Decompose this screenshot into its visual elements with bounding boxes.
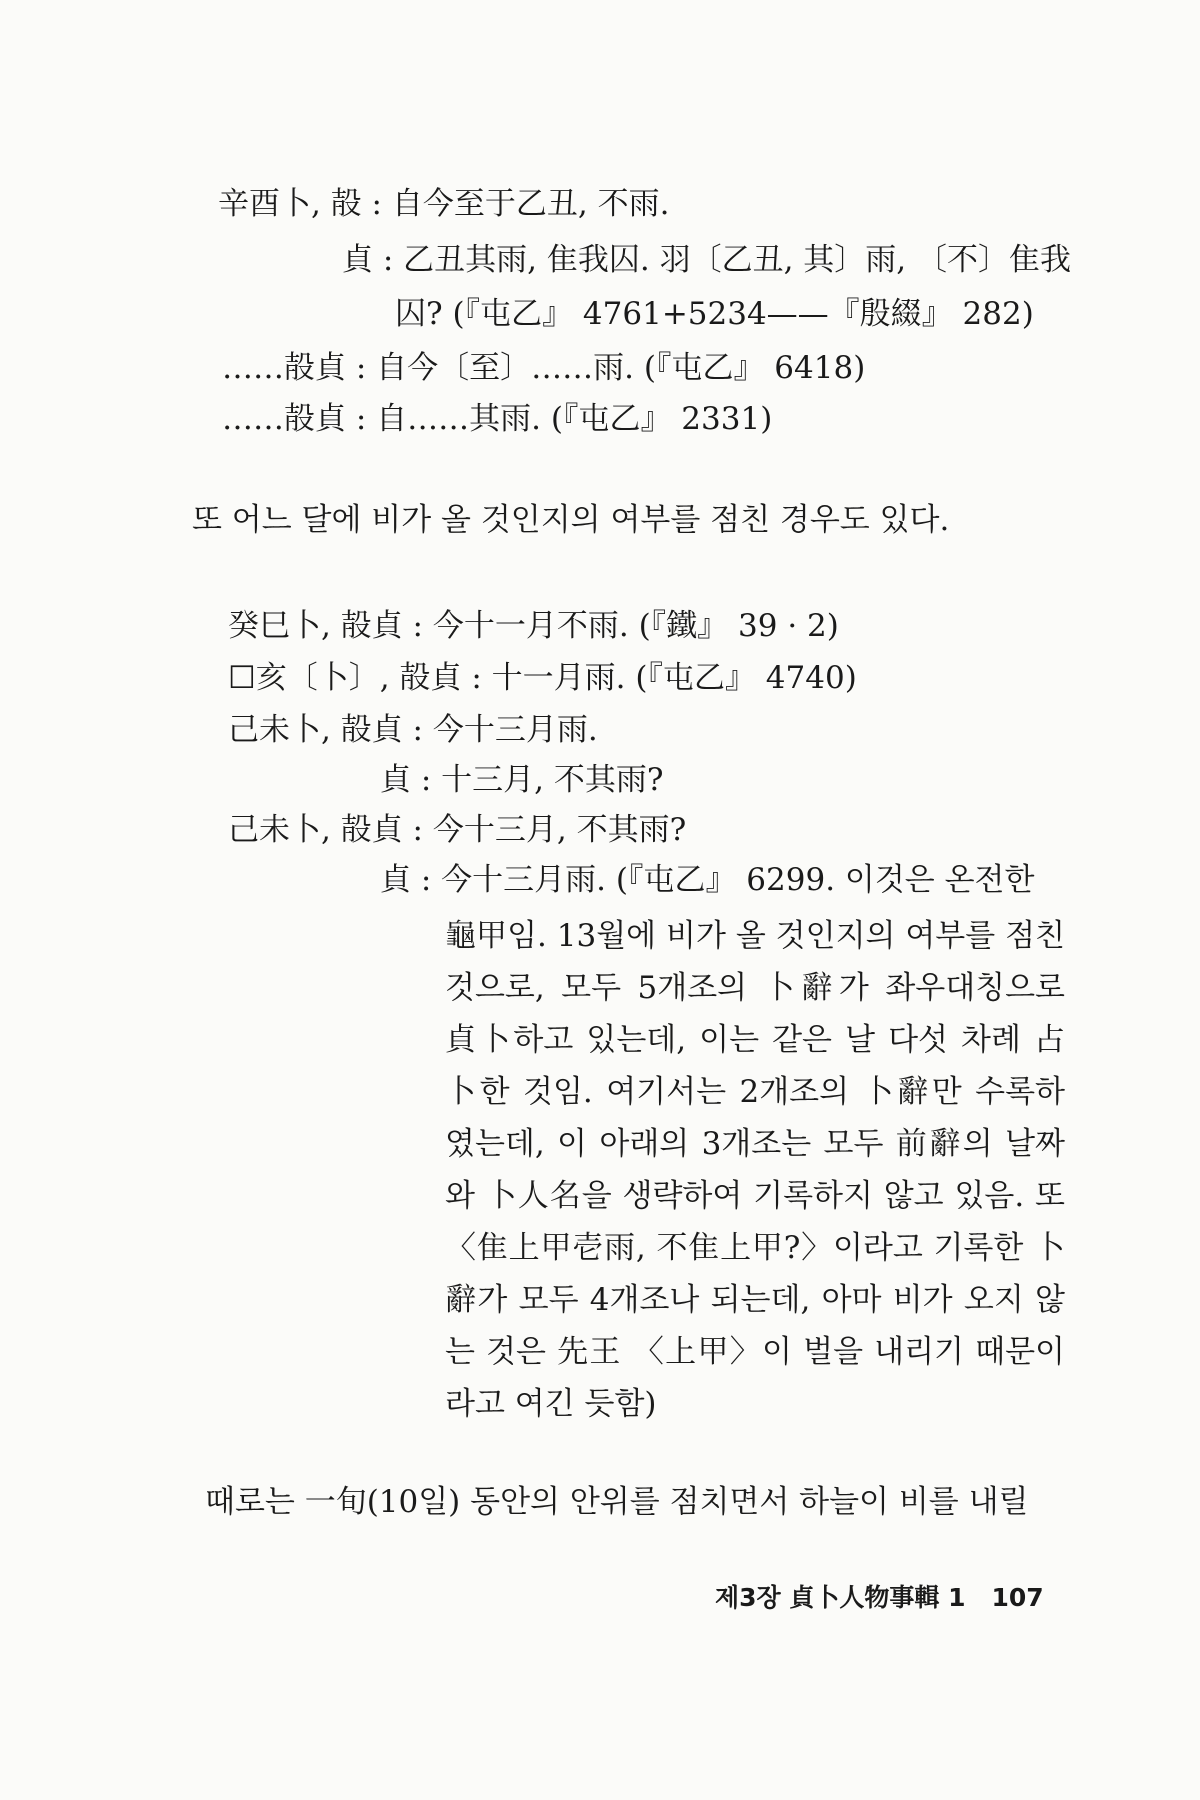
inscription-line-1: 辛酉卜, 㱿 : 自今至于乙丑, 不雨. xyxy=(218,186,670,222)
page-footer xyxy=(715,1578,1044,1614)
inscription-line-10: 己未卜, 㱿貞 : 今十三月, 不其雨? xyxy=(228,812,687,848)
inscription-line-6: 癸巳卜, 㱿貞 : 今十一月不雨. (『鐵』 39 · 2) xyxy=(228,608,839,644)
inscription-line-5: ……㱿貞 : 自……其雨. (『屯乙』 2331) xyxy=(222,401,773,437)
note-block: 龜甲임. 13월에 비가 올 것인지의 여부를 점친 것으로, 모두 5개조의 卜辭가 좌우대칭으로 貞卜하고 있는데, 이는 같은 날 다섯 차례 占卜한 것임. 여기서는 2개조의 卜辭만 수록하였는데, 이 아래의 3개조는 모두 前辭의 날짜와 卜人名을 생략하여 기록하지 않고 있음. 또 〈隹上甲壱雨, 不隹上甲?〉이라고 기록한 卜辭가 모두 4개조나 되는데, 아마 비가 오지 않는 것은 先王 〈上甲〉이 벌을 내리기 때문이라고 여긴 듯함) xyxy=(445,918,1065,1422)
inscription-line-9: 貞 : 十三月, 不其雨? xyxy=(380,762,664,798)
inscription-line-8: 己未卜, 㱿貞 : 今十三月雨. xyxy=(228,712,598,748)
inscription-line-7: ☐亥〔卜〕, 㱿貞 : 十一月雨. (『屯乙』 4740) xyxy=(228,660,857,696)
page-number: 107 xyxy=(991,1583,1044,1612)
inscription-line-11: 貞 : 今十三月雨. (『屯乙』 6299. 이것은 온전한 xyxy=(380,862,1035,898)
inscription-line-2: 貞 : 乙丑其雨, 隹我囚. 羽〔乙丑, 其〕雨, 〔不〕隹我 xyxy=(342,242,1071,278)
body-paragraph-1: 또 어느 달에 비가 올 것인지의 여부를 점친 경우도 있다. xyxy=(192,502,950,538)
footer-chapter: 제3장 貞卜人物事輯 1 xyxy=(715,1583,966,1612)
inscription-line-3: 囚? (『屯乙』 4761+5234——『殷綴』 282) xyxy=(395,296,1034,332)
inscription-line-4: ……㱿貞 : 自今〔至〕……雨. (『屯乙』 6418) xyxy=(222,350,866,386)
body-paragraph-2: 때로는 一旬(10일) 동안의 안위를 점치면서 하늘이 비를 내릴 xyxy=(205,1484,1029,1520)
